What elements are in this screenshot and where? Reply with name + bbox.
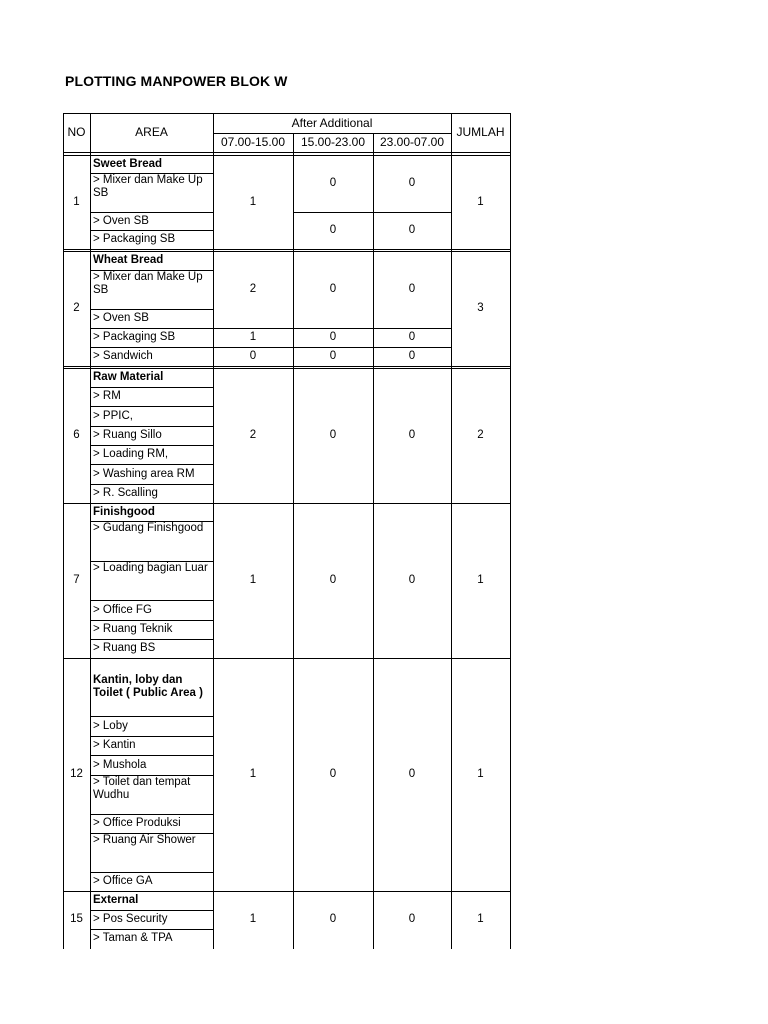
- shift-3-value: 0: [408, 283, 416, 295]
- block-jumlah: 2: [477, 429, 484, 441]
- area-item: > Oven SB: [93, 312, 149, 324]
- area-group-title: External: [93, 894, 139, 906]
- area-group-title: Kantin, loby dan Toilet ( Public Area ): [93, 674, 203, 699]
- shift-3-value: 0: [408, 224, 416, 236]
- block-jumlah: 1: [477, 913, 484, 925]
- area-item: > Office FG: [93, 603, 152, 616]
- grid-line: [63, 152, 511, 153]
- block-jumlah: 1: [477, 195, 484, 208]
- area-item: > Ruang Sillo: [93, 429, 162, 441]
- shift-1-value: 0: [249, 350, 257, 362]
- area-item: > Mixer dan Make Up SB: [93, 174, 203, 199]
- shift-3-value: 0: [408, 768, 416, 780]
- area-group-title: Raw Material: [93, 371, 164, 383]
- shift-3-value: 0: [408, 331, 416, 343]
- header-area: AREA: [135, 125, 168, 139]
- area-item: > Office GA: [93, 875, 153, 887]
- area-item: > Washing area RM: [93, 467, 195, 480]
- shift-2-value: 0: [329, 350, 337, 362]
- shift-2-value: 0: [329, 224, 337, 236]
- block-no: 1: [73, 195, 80, 208]
- shift-1-value: 1: [249, 913, 257, 925]
- block-no: 6: [73, 429, 80, 441]
- shift-1-value: 2: [249, 429, 257, 441]
- shift-2-value: 0: [329, 331, 337, 343]
- block-no: 7: [73, 574, 80, 586]
- area-item: > Mushola: [93, 758, 147, 771]
- shift-2-value: 0: [329, 283, 337, 295]
- area-item: > Toilet dan tempat Wudhu: [93, 776, 191, 801]
- shift-3-value: 0: [408, 350, 416, 362]
- grid-line: [63, 366, 511, 367]
- area-item: > Mixer dan Make Up SB: [93, 271, 203, 296]
- shift-2-value: 0: [329, 177, 337, 189]
- shift-1-value: 1: [249, 768, 257, 780]
- area-group-title: Sweet Bread: [93, 157, 163, 170]
- block-no: 12: [70, 768, 83, 780]
- grid-line: [63, 249, 511, 250]
- shift-1-value: 1: [249, 195, 257, 208]
- area-item: > Loby: [93, 719, 128, 732]
- area-item: > Taman & TPA: [93, 932, 173, 944]
- area-item: > Ruang Air Shower: [93, 834, 196, 846]
- shift-2-value: 0: [329, 768, 337, 780]
- area-item: > R. Scalling: [93, 487, 158, 499]
- grid-line: [510, 113, 511, 949]
- page-title: PLOTTING MANPOWER BLOK W: [65, 73, 288, 89]
- shift-1-value: 2: [249, 283, 257, 295]
- shift-2-value: 0: [329, 429, 337, 441]
- area-item: > Gudang Finishgood: [93, 522, 204, 534]
- header-shift-3: 23.00-07.00: [379, 135, 445, 149]
- grid-line: [90, 113, 91, 949]
- shift-3-value: 0: [408, 177, 416, 189]
- shift-1-value: 1: [249, 331, 257, 343]
- header-no: NO: [67, 125, 86, 139]
- block-jumlah: 1: [477, 574, 484, 586]
- area-item: > Packaging SB: [93, 331, 176, 343]
- shift-2-value: 0: [329, 574, 337, 586]
- area-item: > Oven SB: [93, 214, 149, 227]
- shift-2-value: 0: [329, 913, 337, 925]
- area-item: > Kantin: [93, 739, 136, 751]
- area-item: > PPIC,: [93, 409, 133, 422]
- shift-3-value: 0: [408, 574, 416, 586]
- area-item: > Office Produksi: [93, 817, 181, 829]
- shift-3-value: 0: [408, 429, 416, 441]
- block-no: 15: [70, 913, 83, 925]
- area-group-title: Wheat Bread: [93, 254, 164, 266]
- header-jumlah: JUMLAH: [456, 125, 505, 139]
- shift-1-value: 1: [249, 574, 257, 586]
- area-item: > Pos Security: [93, 913, 168, 925]
- area-item: > Ruang Teknik: [93, 623, 173, 635]
- header-group: After Additional: [291, 115, 373, 130]
- area-item: > RM: [93, 390, 121, 402]
- header-shift-2: 15.00-23.00: [300, 135, 366, 149]
- area-item: > Loading RM,: [93, 448, 169, 460]
- area-item: > Loading bagian Luar: [93, 562, 208, 574]
- area-group-title: Finishgood: [93, 505, 155, 518]
- area-item: > Packaging SB: [93, 233, 176, 245]
- area-item: > Ruang BS: [93, 642, 156, 654]
- header-shift-1: 07.00-15.00: [220, 135, 286, 149]
- block-jumlah: 1: [477, 768, 484, 780]
- area-item: > Sandwich: [93, 350, 153, 362]
- shift-3-value: 0: [408, 913, 416, 925]
- block-no: 2: [73, 302, 80, 314]
- block-jumlah: 3: [477, 302, 484, 314]
